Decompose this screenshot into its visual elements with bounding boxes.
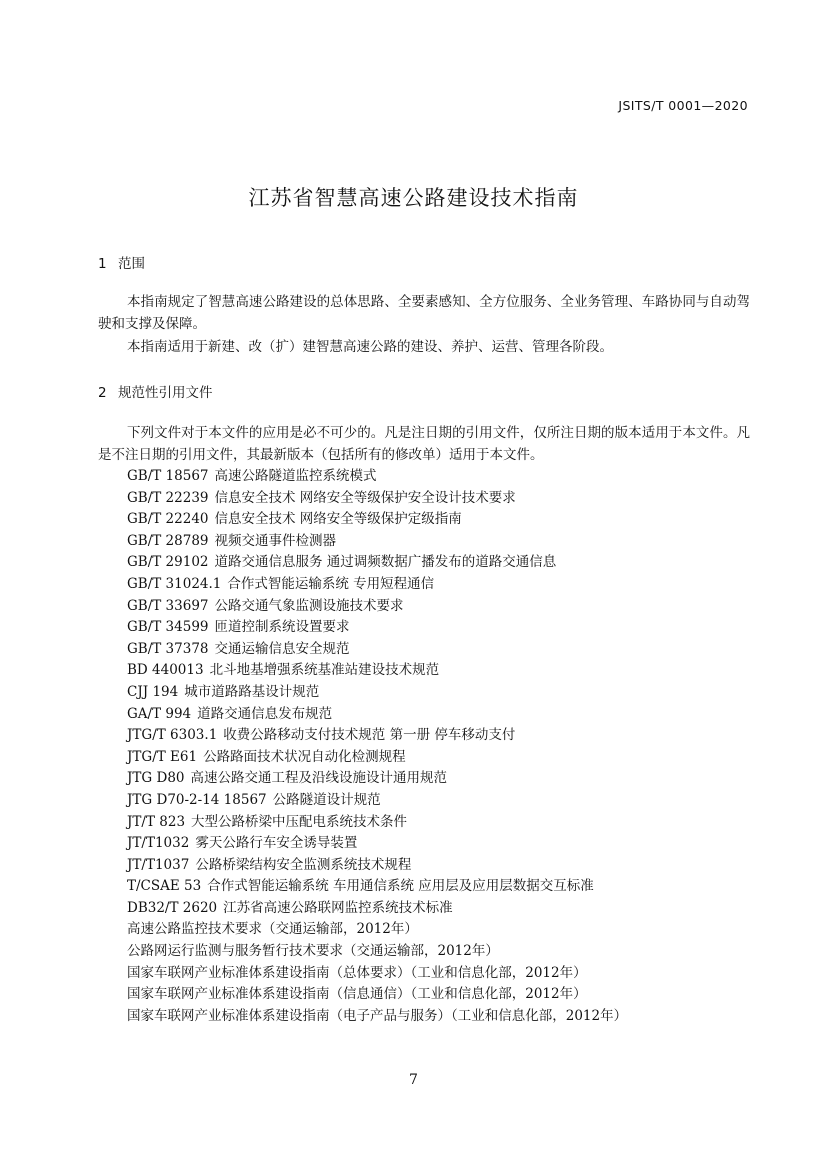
reference-code: DB32/T 2620 [127, 899, 218, 916]
reference-code: GB/T 18567 [127, 468, 209, 484]
section-number: 1 [98, 256, 107, 272]
reference-item [127, 984, 627, 1006]
reference-code: JTG D80 [127, 770, 185, 787]
reference-title: 信息安全技术 网络安全等级保护安全设计技术要求 [214, 489, 516, 506]
reference-code: JT/T 823 [127, 813, 186, 830]
reference-item [127, 682, 627, 704]
reference-item [127, 876, 627, 898]
reference-item [127, 855, 627, 877]
reference-title: 国家车联网产业标准体系建设指南（总体要求）（工业和信息化部，2012年） [127, 964, 587, 981]
reference-title: 合作式智能运输系统 车用通信系统 应用层及应用层数据交互标准 [207, 878, 594, 895]
reference-item [127, 941, 627, 963]
reference-item [127, 919, 627, 941]
reference-code: JT/T1032 [127, 835, 190, 852]
page-number: 7 [409, 1072, 418, 1088]
section-number: 2 [98, 385, 107, 401]
reference-code: CJJ 194 [127, 683, 179, 700]
document-code: JSITS/T 0001—2020 [618, 98, 748, 113]
reference-code: BD 440013 [127, 662, 204, 679]
reference-code: GB/T 33697 [127, 597, 209, 614]
reference-item [127, 596, 627, 618]
reference-title: 国家车联网产业标准体系建设指南（信息通信）（工业和信息化部，2012年） [127, 986, 587, 1003]
scope-paragraph-1: 本指南规定了智慧高速公路建设的总体思路、全要素感知、全方位服务、全业务管理、车路协同与自动驾驶和支撑及保障。 [98, 294, 750, 332]
reference-item [127, 466, 627, 488]
reference-list [127, 466, 627, 1027]
reference-code: GB/T 34599 [127, 619, 209, 636]
section-title: 规范性引用文件 [118, 385, 213, 401]
scope-paragraph-2: 本指南适用于新建、改（扩）建智慧高速公路的建设、养护、运营、管理各阶段。 [127, 339, 613, 355]
reference-code: GB/T 22240 [127, 511, 209, 528]
reference-title: 合作式智能运输系统 专用短程通信 [227, 575, 435, 592]
reference-code: GB/T 37378 [127, 640, 209, 657]
reference-item [127, 1006, 627, 1028]
reference-item [127, 574, 627, 596]
document-title: 江苏省智慧高速公路建设技术指南 [248, 186, 579, 210]
reference-code: GB/T 31024.1 [127, 575, 222, 592]
reference-title: 城市道路路基设计规范 [184, 683, 320, 700]
reference-code: GA/T 994 [127, 705, 192, 722]
reference-title: 高速公路隧道监控系统模式 [214, 468, 377, 484]
reference-item [127, 963, 627, 985]
reference-title: 匝道控制系统设置要求 [214, 619, 350, 636]
reference-code: JTG/T 6303.1 [127, 727, 218, 744]
reference-item [127, 488, 627, 510]
reference-item [127, 898, 627, 920]
references-intro-paragraph: 下列文件对于本文件的应用是必不可少的。凡是注日期的引用文件，仅所注日期的版本适用于本文件。凡是不注日期的引用文件，其最新版本（包括所有的修改单）适用于本文件。 [98, 425, 750, 463]
reference-code: JTG D70-2-14 18567 [127, 791, 267, 808]
reference-title: 公路交通气象监测设施技术要求 [214, 597, 404, 614]
reference-code: JTG/T E61 [127, 748, 198, 765]
reference-item [127, 617, 627, 639]
section-1-heading [98, 252, 145, 272]
reference-item [127, 768, 627, 790]
reference-title: 公路路面技术状况自动化检测规程 [203, 748, 406, 765]
reference-title: 视频交通事件检测器 [214, 532, 336, 549]
reference-title: 公路隧道设计规范 [272, 791, 381, 808]
reference-title: 高速公路交通工程及沿线设施设计通用规范 [190, 770, 447, 787]
reference-title: 国家车联网产业标准体系建设指南（电子产品与服务）（工业和信息化部，2012年） [127, 1007, 628, 1024]
reference-item [127, 639, 627, 661]
reference-item [127, 725, 627, 747]
reference-code: GB/T 28789 [127, 532, 209, 549]
reference-title: 公路桥梁结构安全监测系统技术规程 [195, 856, 412, 873]
reference-title: 道路交通信息服务 通过调频数据广播发布的道路交通信息 [214, 554, 557, 571]
reference-title: 北斗地基增强系统基准站建设技术规范 [209, 662, 440, 679]
reference-title: 收费公路移动支付技术规范 第一册 停车移动支付 [223, 727, 516, 744]
reference-title: 雾天公路行车安全诱导装置 [195, 835, 358, 852]
reference-item [127, 660, 627, 682]
reference-item [127, 790, 627, 812]
reference-item [127, 552, 627, 574]
reference-code: JT/T1037 [127, 856, 190, 873]
reference-item [127, 704, 627, 726]
reference-title: 道路交通信息发布规范 [197, 705, 333, 722]
reference-item [127, 747, 627, 769]
reference-item [127, 833, 627, 855]
reference-code: T/CSAE 53 [127, 878, 202, 895]
reference-item [127, 812, 627, 834]
reference-title: 高速公路监控技术要求（交通运输部，2012年） [127, 921, 418, 938]
reference-title: 大型公路桥梁中压配电系统技术条件 [191, 813, 408, 830]
reference-code: GB/T 29102 [127, 554, 209, 571]
reference-title: 公路网运行监测与服务暂行技术要求（交通运输部，2012年） [127, 943, 499, 960]
reference-code: GB/T 22239 [127, 489, 209, 506]
section-2-heading [98, 381, 213, 401]
reference-item [127, 531, 627, 553]
reference-title: 交通运输信息安全规范 [214, 640, 350, 657]
reference-title: 信息安全技术 网络安全等级保护定级指南 [214, 511, 462, 528]
section-title: 范围 [118, 256, 145, 272]
reference-title: 江苏省高速公路联网监控系统技术标准 [223, 899, 453, 916]
reference-item [127, 509, 627, 531]
